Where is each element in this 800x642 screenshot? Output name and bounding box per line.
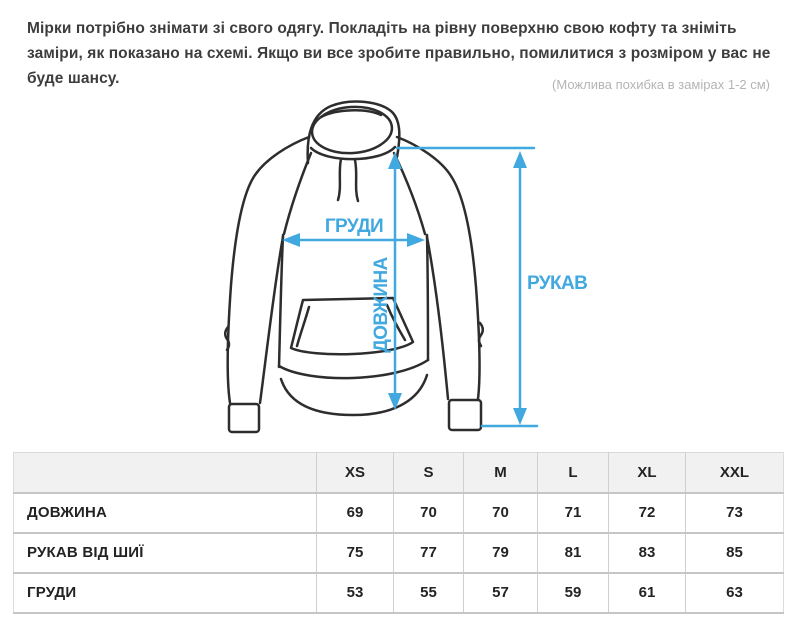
size-value-cell: 69 (317, 493, 394, 533)
chest-arrowhead-left (282, 233, 300, 247)
size-value-cell: 63 (686, 573, 784, 613)
sleeve-arrowhead-top (513, 151, 527, 168)
size-column-header-m: M (464, 453, 538, 493)
table-row-chest (14, 573, 784, 613)
sleeve-measure-label: РУКАВ (527, 273, 588, 294)
size-value-cell: 53 (317, 573, 394, 613)
measurement-row-label: РУКАВ ВІД ШИЇ (14, 533, 317, 573)
measurement-row-label: ДОВЖИНА (14, 493, 317, 533)
hem-bottom (281, 375, 427, 415)
measurement-row-label: ГРУДИ (14, 573, 317, 613)
body-right-edge (427, 235, 428, 360)
sleeve-arrowhead-bottom (513, 408, 527, 425)
length-arrowhead-bottom (388, 393, 402, 410)
size-value-cell: 77 (394, 533, 464, 573)
drawstring-left (338, 159, 341, 200)
length-measure-label: ДОВЖИНА (371, 257, 392, 353)
table-row-sleeve (14, 533, 784, 573)
measurement-arrowheads (282, 151, 527, 425)
measurement-labels (325, 216, 587, 353)
drawstring-right (355, 160, 358, 201)
measurement-lines (298, 148, 537, 426)
intro-text: Мірки потрібно знімати зі свого одягу. Покладіть на рівну поверхню свою кофту та зніміть заміри, як показано на схемі. Якщо ви все зробите правильно, помилитися з розміром у вас не буде шансу. (27, 20, 771, 87)
size-value-cell: 73 (686, 493, 784, 533)
length-arrowhead-top (388, 152, 402, 169)
size-value-cell: 72 (609, 493, 686, 533)
size-value-cell: 85 (686, 533, 784, 573)
left-cuff (229, 404, 259, 432)
size-column-header-xxl: XXL (686, 453, 784, 493)
size-value-cell: 70 (464, 493, 538, 533)
size-table-corner-cell (14, 453, 317, 493)
tolerance-note: (Можлива похибка в замірах 1-2 см) (552, 77, 770, 92)
size-value-cell: 61 (609, 573, 686, 613)
chest-arrowhead-right (407, 233, 425, 247)
size-column-header-l: L (538, 453, 609, 493)
right-sleeve-inner (427, 237, 448, 399)
size-column-header-xl: XL (609, 453, 686, 493)
size-column-header-s: S (394, 453, 464, 493)
size-value-cell: 81 (538, 533, 609, 573)
size-value-cell: 79 (464, 533, 538, 573)
size-value-cell: 59 (538, 573, 609, 613)
left-sleeve-outer (228, 137, 309, 403)
chest-measure-label: ГРУДИ (324, 216, 384, 237)
size-value-cell: 55 (394, 573, 464, 613)
size-table (13, 452, 784, 614)
size-value-cell: 57 (464, 573, 538, 613)
left-raglan-seam (284, 153, 311, 234)
hoodie-measurement-diagram (150, 95, 630, 455)
size-column-header-xs: XS (317, 453, 394, 493)
right-sleeve-outer (397, 137, 479, 399)
size-value-cell: 83 (609, 533, 686, 573)
size-value-cell: 75 (317, 533, 394, 573)
size-table-header-row (14, 453, 784, 493)
waistband-top (279, 360, 428, 378)
size-value-cell: 71 (538, 493, 609, 533)
right-cuff (449, 400, 481, 430)
size-value-cell: 70 (394, 493, 464, 533)
table-row-length (14, 493, 784, 533)
hoodie-outline-drawing (225, 102, 483, 432)
